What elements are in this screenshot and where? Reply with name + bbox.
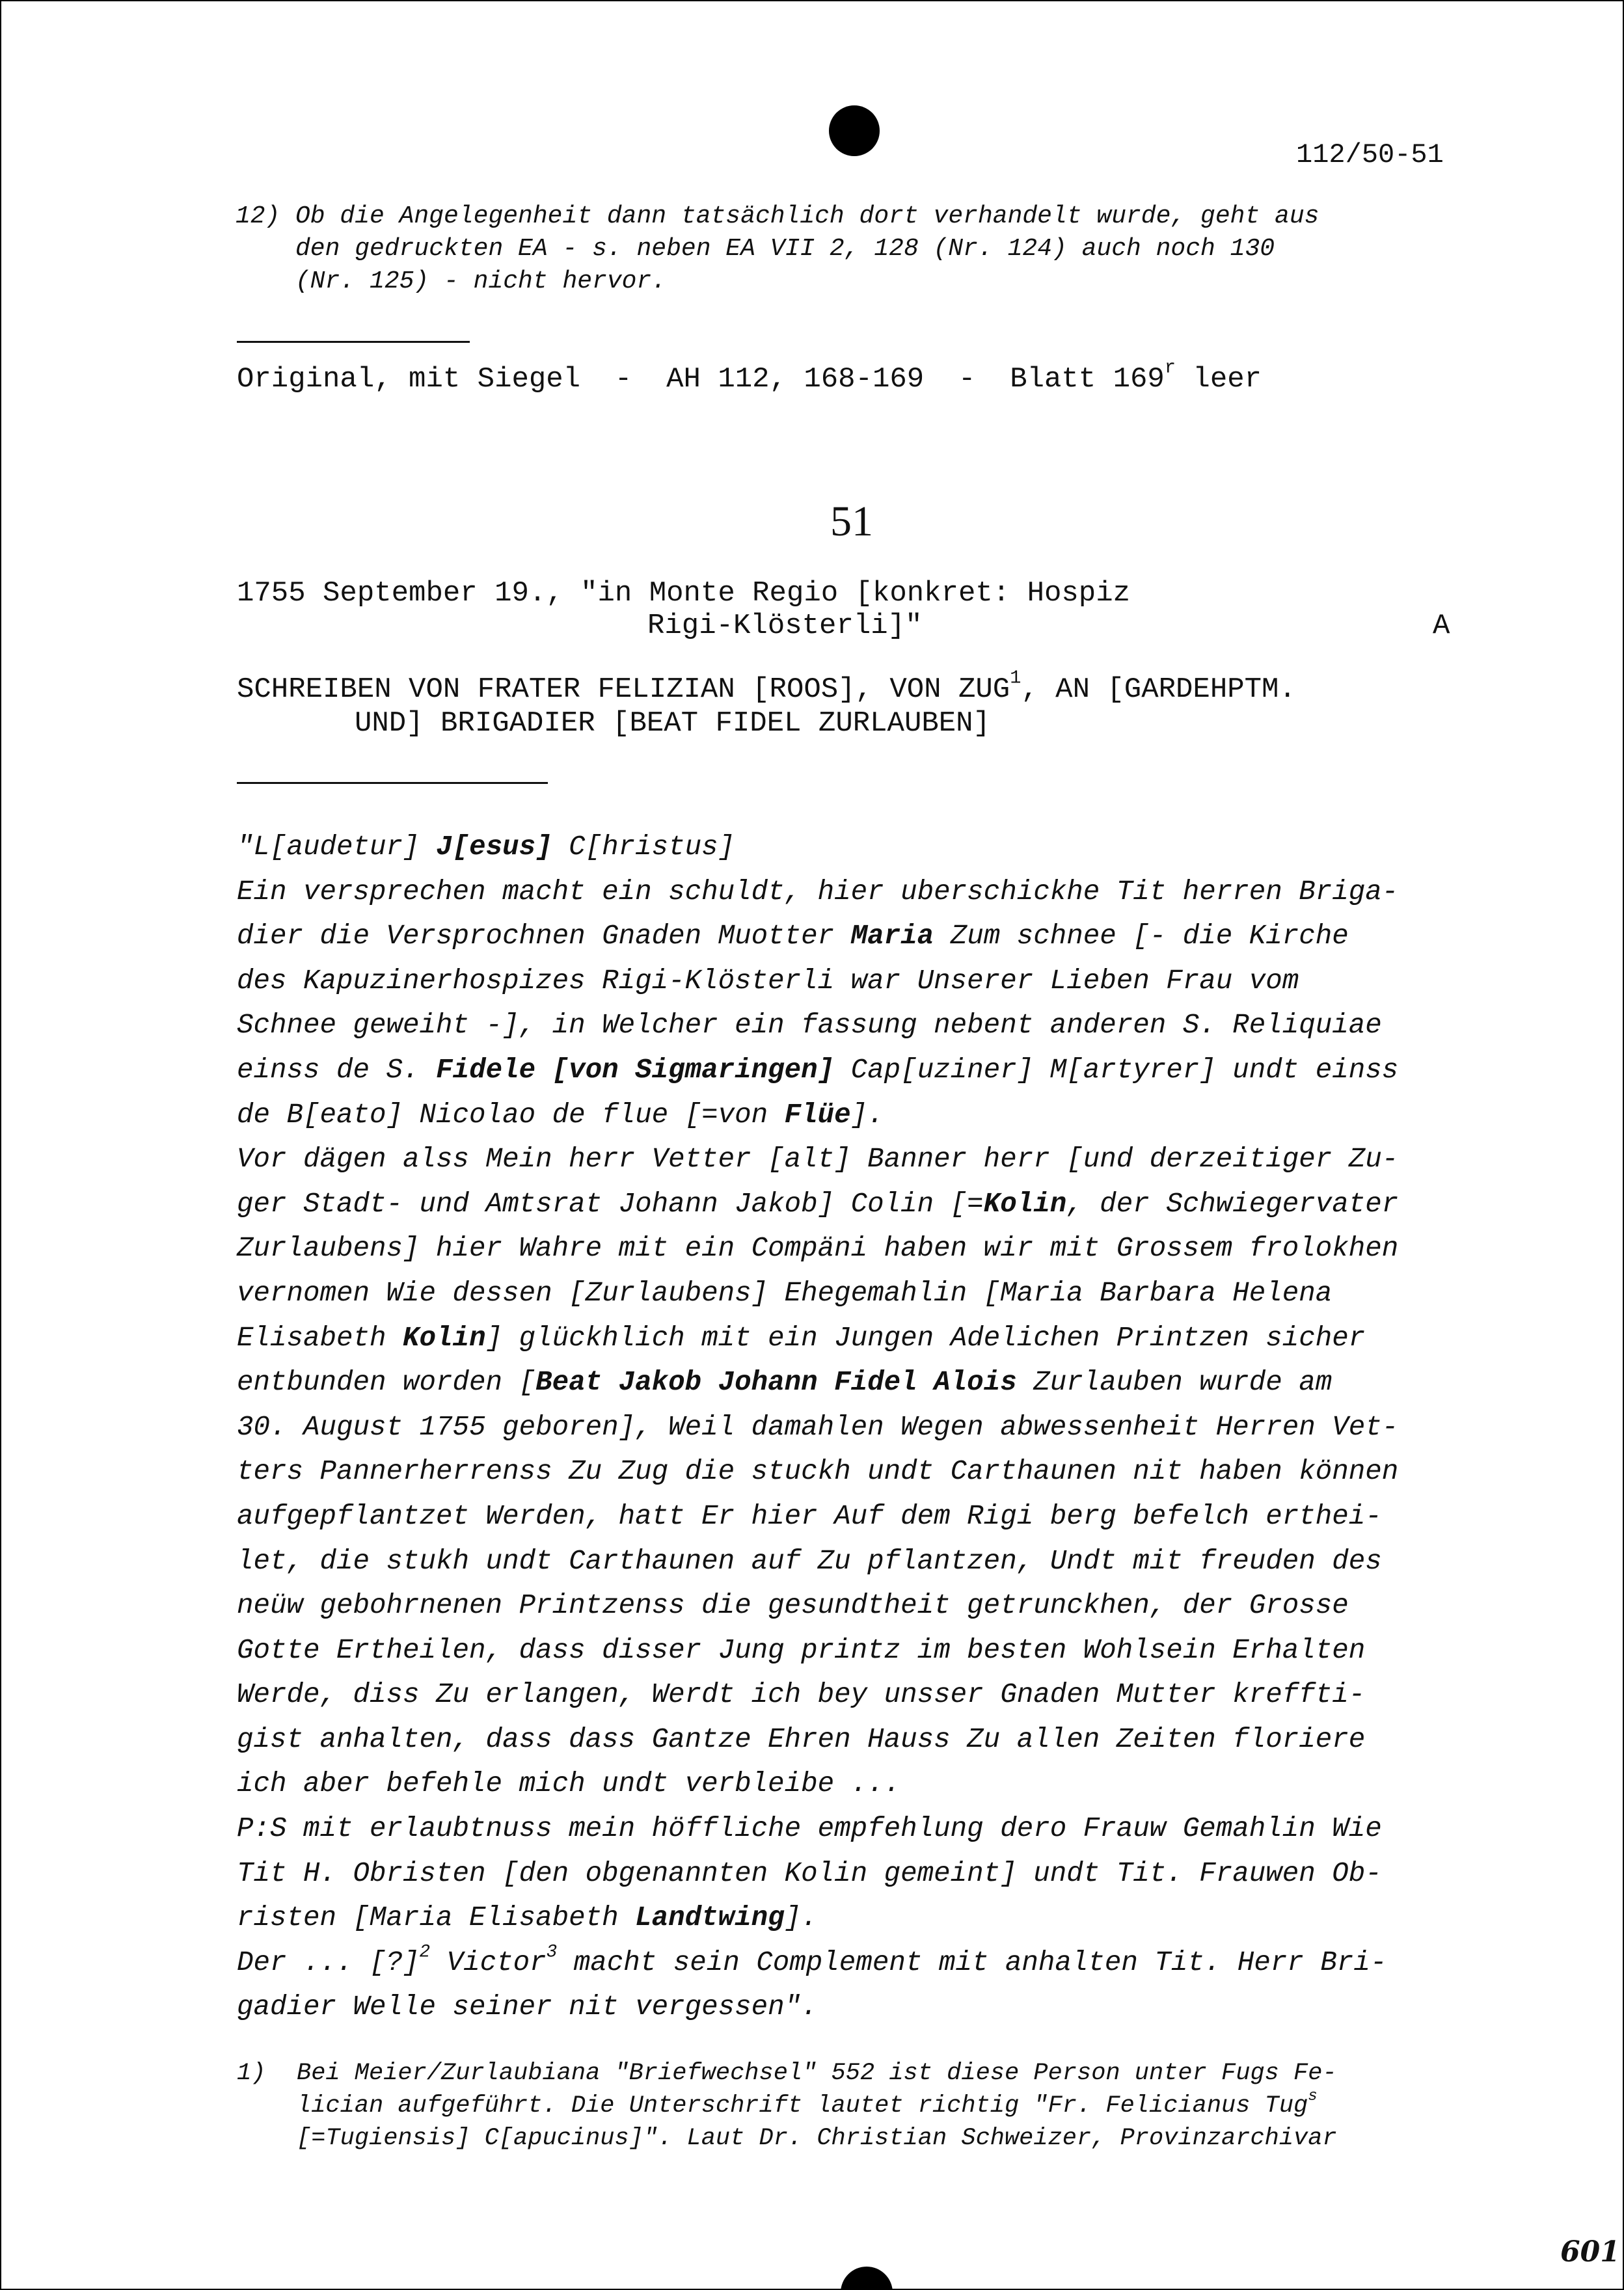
- letter-body: [237, 825, 1512, 2030]
- note-12-number: 12): [236, 202, 280, 230]
- footnote-ref-3: 3: [546, 1942, 558, 1963]
- footnote-1-line-3: [=Tugiensis] C[apucinus]". Laut Dr. Christian Schweizer, Provinzarchivar: [297, 2125, 1337, 2152]
- source-after: leer: [1176, 363, 1262, 396]
- note-12-line-2: den gedruckten EA - s. neben EA VII 2, 128 (Nr. 124) auch noch 130: [295, 235, 1275, 263]
- body-line: neüw gebohrnenen Printzenss die gesundtheit getrunckhen, der Grosse: [237, 1590, 1349, 1622]
- source-superscript: r: [1164, 357, 1176, 379]
- body-line: Tit H. Obristen [den obgenannten Kolin gemeint] undt Tit. Frauwen Ob-: [237, 1857, 1382, 1889]
- body-line: Ein versprechen macht ein schuldt, hier uberschickhe Tit herren Briga-: [237, 876, 1399, 908]
- footnote-1-lines: [297, 2057, 1337, 2155]
- punch-hole-top: [829, 105, 880, 156]
- body-line: de B[eato] Nicolao de flue [=von Flüe].: [237, 1099, 884, 1131]
- body-line: entbunden worden [Beat Jakob Johann Fidel Alois Zurlauben wurde am: [237, 1367, 1333, 1399]
- body-line: gist anhalten, dass dass Gantze Ehren Hauss Zu allen Zeiten floriere: [237, 1723, 1366, 1755]
- title-line-1-text: SCHREIBEN VON FRATER FELIZIAN [ROOS], VON ZUG: [237, 673, 1010, 706]
- body-line: ters Pannerherrenss Zu Zug die stuckh undt Carthaunen nit haben können: [237, 1456, 1399, 1488]
- body-line: "L[audetur] J[esus] C[hristus]: [237, 831, 735, 863]
- note-12-lines: [295, 200, 1319, 298]
- note-12-line-1: Ob die Angelegenheit dann tatsächlich dort verhandelt wurde, geht aus: [295, 202, 1320, 230]
- body-line: des Kapuzinerhospizes Rigi-Klösterli war Unserer Lieben Frau vom: [237, 965, 1299, 997]
- body-line: aufgepflantzet Werden, hatt Er hier Auf dem Rigi berg befelch erthei-: [237, 1500, 1382, 1532]
- body-line: let, die stukh undt Carthaunen auf Zu pflantzen, Undt mit freuden des: [237, 1545, 1382, 1577]
- date-line-1: 1755 September 19., "in Monte Regio [konkret: Hospiz: [237, 577, 1131, 610]
- body-line: P:S mit erlaubtnuss mein höffliche empfehlung dero Frauw Gemahlin Wie: [237, 1813, 1382, 1845]
- footnote-1-line-1: Bei Meier/Zurlaubiana "Briefwechsel" 552 ist diese Person unter Fugs Fe-: [297, 2060, 1337, 2087]
- body-line: einss de S. Fidele [von Sigmaringen] Cap[uziner] M[artyrer] undt einss: [237, 1054, 1399, 1086]
- page-reference: 112/50-51: [1296, 139, 1444, 170]
- body-line: Zurlaubens] hier Wahre mit ein Compäni haben wir mit Grossem frolokhen: [237, 1233, 1399, 1265]
- body-line: Der ... [?]$^2$ Victor$^3$ macht sein Complement mit anhalten Tit. Herr Bri-: [237, 1942, 1387, 1978]
- title-footnote-ref: 1: [1010, 667, 1022, 689]
- body-line: vernomen Wie dessen [Zurlaubens] Ehegemahlin [Maria Barbara Helena: [237, 1277, 1333, 1309]
- date-line-2: Rigi-Klösterli]": [647, 610, 923, 642]
- body-line: Gotte Ertheilen, dass disser Jung printz im besten Wohlsein Erhalten: [237, 1634, 1366, 1666]
- body-line: dier die Versprochnen Gnaden Muotter Maria Zum schnee [- die Kirche: [237, 921, 1349, 952]
- source-text: Original, mit Siegel - AH 112, 168-169 - Blatt 169: [237, 363, 1165, 396]
- title-line-2: UND] BRIGADIER [BEAT FIDEL ZURLAUBEN]: [355, 707, 990, 740]
- footnote-1-number: 1): [237, 2060, 266, 2087]
- note-12-line-3: (Nr. 125) - nicht hervor.: [295, 267, 667, 295]
- title-rule: [237, 782, 548, 784]
- body-line: ich aber befehle mich undt verbleibe ...: [237, 1768, 901, 1800]
- body-line: Vor dägen alss Mein herr Vetter [alt] Banner herr [und derzeitiger Zu-: [237, 1144, 1399, 1176]
- document-marker: A: [1433, 610, 1450, 642]
- source-line: [237, 357, 1262, 396]
- body-line: Werde, diss Zu erlangen, Werdt ich bey unsser Gnaden Mutter kreffti-: [237, 1679, 1366, 1711]
- body-line: 30. August 1755 geboren], Weil damahlen Wegen abwessenheit Herren Vet-: [237, 1411, 1399, 1443]
- body-line: risten [Maria Elisabeth Landtwing].: [237, 1902, 818, 1934]
- footnote-ref-2: 2: [419, 1942, 431, 1963]
- footnote-1-line-2: lician aufgeführt. Die Unterschrift lautet richtig "Fr. Felicianus Tug$^s$: [297, 2087, 1318, 2120]
- title-line-1: [237, 667, 1296, 707]
- title-line-1-end: , AN [GARDEHPTM.: [1021, 673, 1296, 706]
- punch-hole-bottom: [841, 2267, 893, 2290]
- body-line: gadier Welle seiner nit vergessen".: [237, 1991, 818, 2023]
- body-line: Elisabeth Kolin] glückhlich mit ein Jungen Adelichen Printzen sicher: [237, 1322, 1366, 1354]
- body-line: Schnee geweiht -], in Welcher ein fassung nebent anderen S. Reliquiae: [237, 1010, 1382, 1042]
- document-number: 51: [830, 498, 873, 545]
- separator-rule: [237, 341, 470, 343]
- body-line: ger Stadt- und Amtsrat Johann Jakob] Colin [=Kolin, der Schwiegervater: [237, 1188, 1399, 1220]
- handwritten-page-number: 601: [1560, 2235, 1620, 2269]
